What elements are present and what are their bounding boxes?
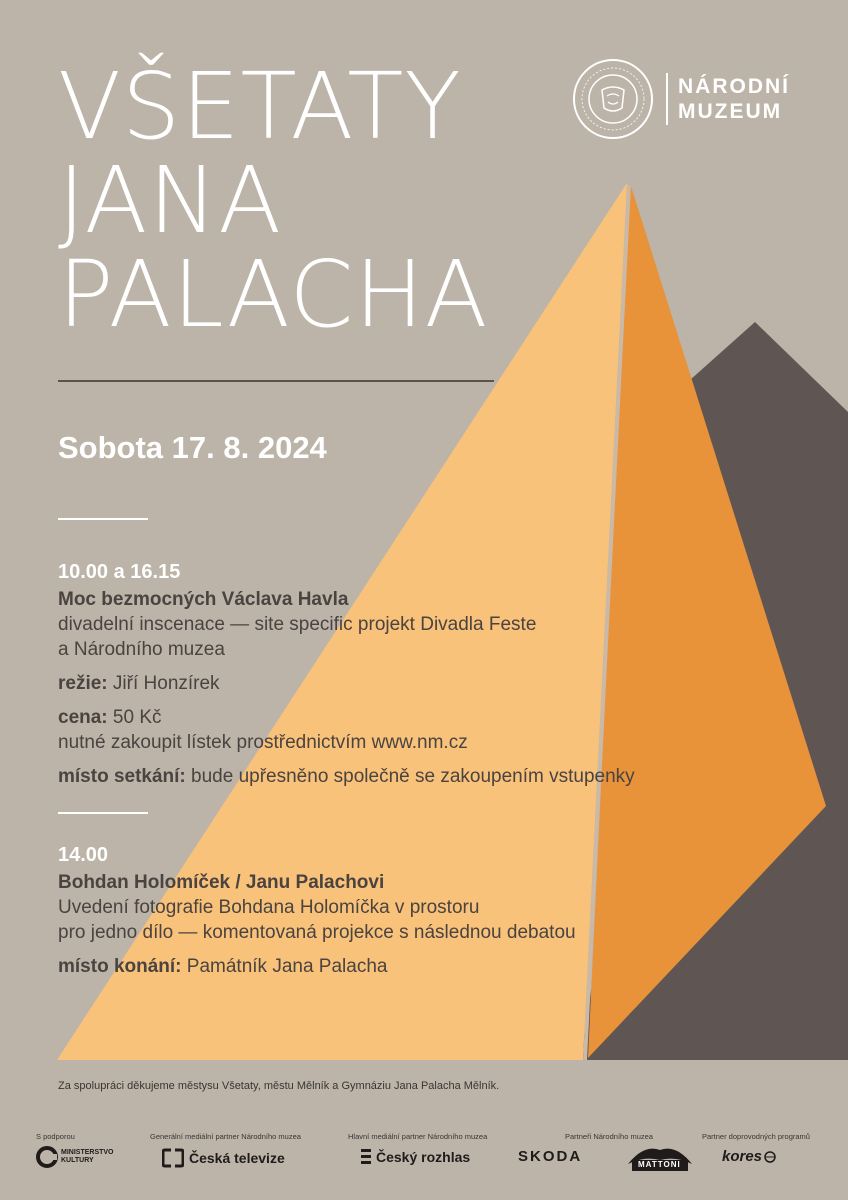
mattoni-logo	[626, 1142, 694, 1172]
event-1-price	[58, 705, 798, 730]
museum-seal-icon	[572, 58, 654, 140]
logo-wordmark	[678, 74, 790, 124]
event-2-name: Bohdan Holomíček / Janu Palachovi	[58, 872, 385, 893]
director-label: režie:	[58, 673, 108, 694]
ministry-culture-logo	[36, 1146, 114, 1168]
event-1-director	[58, 671, 798, 696]
section-divider-2	[58, 812, 148, 814]
event-1-name: Moc bezmocných Václava Havla	[58, 589, 349, 610]
meeting-value: bude upřesněno společně se zakoupením vstupenky	[185, 766, 635, 787]
event-2-desc-2: pro jedno dílo — komentovaná projekce s následnou debatou	[58, 922, 576, 943]
ministry-circle-icon	[36, 1146, 58, 1168]
director-value: Jiří Honzírek	[107, 673, 220, 694]
title-line-2: JANA	[58, 147, 283, 254]
price-label: cena:	[58, 707, 108, 728]
partner-caption-1: S podporou	[36, 1132, 75, 1141]
event-1	[58, 560, 798, 789]
meeting-label: místo setkání:	[58, 766, 186, 787]
kores-logo	[722, 1148, 776, 1165]
event-1-ticket-note: nutné zakoupit lístek prostřednictvím www.nm.cz	[58, 732, 468, 753]
event-1-meeting	[58, 764, 798, 789]
section-divider-1	[58, 518, 148, 520]
cro-logo-text: Český rozhlas	[376, 1149, 471, 1165]
page-title	[58, 53, 489, 348]
event-date: Sobota 17. 8. 2024	[58, 430, 327, 465]
partner-caption-5: Partner doprovodných programů	[702, 1132, 810, 1141]
partner-caption-3: Hlavní mediální partner Národního muzea	[348, 1132, 488, 1141]
event-1-desc-1: divadelní inscenace — site specific projekt Divadla Feste	[58, 614, 537, 635]
national-museum-logo	[572, 58, 790, 140]
logo-line-1: NÁRODNÍ	[678, 75, 790, 98]
ct-logo-text: Česká televize	[189, 1150, 285, 1166]
title-line-1: VŠETATY	[58, 53, 462, 160]
ceska-televize-logo	[162, 1148, 285, 1168]
thanks-note: Za spolupráci děkujeme městysu Všetaty, městu Mělník a Gymnáziu Jana Palacha Mělník.	[58, 1080, 500, 1092]
logo-divider	[666, 73, 668, 125]
venue-value: Památník Jana Palacha	[181, 956, 388, 977]
ministry-logo-text: MINISTERSTVO KULTURY	[61, 1149, 114, 1164]
event-1-desc-2: a Národního muzea	[58, 639, 225, 660]
venue-label: místo konání:	[58, 956, 182, 977]
event-2	[58, 843, 798, 979]
ct-icon	[162, 1148, 184, 1168]
logo-line-2: MUZEUM	[678, 100, 783, 123]
partner-caption-4: Partneři Národního muzea	[565, 1132, 653, 1141]
event-2-time: 14.00	[58, 844, 109, 866]
event-1-time: 10.00 a 16.15	[58, 561, 181, 583]
kores-globe-icon	[764, 1151, 776, 1163]
event-2-venue	[58, 954, 798, 979]
event-2-desc-1: Uvedení fotografie Bohdana Holomíčka v prostoru	[58, 897, 480, 918]
mattoni-logo-text: MATTONI	[638, 1160, 681, 1169]
title-divider	[58, 380, 494, 382]
skoda-logo-text: SKODA	[518, 1148, 583, 1165]
partner-caption-2: Generální mediální partner Národního muzea	[150, 1132, 301, 1141]
skoda-logo	[518, 1148, 582, 1165]
cro-icon	[360, 1148, 372, 1166]
kores-logo-text: kores	[722, 1148, 763, 1165]
cesky-rozhlas-logo	[360, 1148, 470, 1166]
price-value: 50 Kč	[107, 707, 162, 728]
title-line-3: PALACHA	[58, 241, 489, 348]
